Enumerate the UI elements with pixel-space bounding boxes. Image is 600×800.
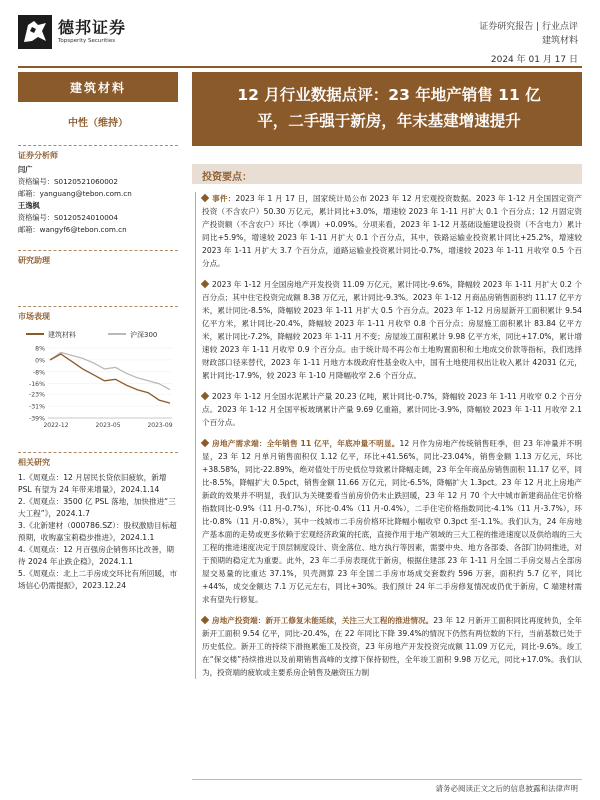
analyst-cert: 资格编号：S0120521060002	[18, 177, 118, 186]
y-tick-label: 0%	[35, 357, 45, 365]
paragraph-event: 事件：2023 年 1 月 17 日，国家统计局公布 2023 年 12 月宏观投资数据。2023 年 1-12 月全国固定资产投资（不含农户）50.30 万亿元，累计同比+3.0%，增速较 2023 年 1-11 月扩大 0.1 个百分点；12 月固定资产投资额（不含农户）环比（季调）+0.09%。分项来看，2023 年 1-12 月基础设施建设投资（不含电力）累计同比+5.9%，增速较 2023 年 1-11 月扩大 0.1 个百分点，其中，铁路运输业投资累计同比+25.2%，增速较 2023 年 1-11 月扩大 3.7 个百分点，道路运输业投资累计同比-0.7%，增速较 2023 年 1-11 月收窄 0.5 个百分点。	[202, 194, 582, 268]
analyst-email[interactable]: 邮箱：yanguang@tebon.com.cn	[18, 189, 132, 198]
company-name-cn: 德邦证券	[58, 17, 127, 37]
y-tick-label: -8%	[32, 369, 45, 377]
title-line-1: 12 月行业数据点评：23 年地产销售 11 亿	[237, 86, 541, 104]
related-item[interactable]: 3.《北新建材（000786.SZ）：股权激励目标超预期，收购嘉宝莉稳步推进》，2024.1.1	[18, 521, 177, 542]
company-name-en: Topsperity Securities	[58, 37, 116, 44]
series-line-sector	[50, 354, 170, 403]
paragraph-cement-glass: 2023 年 1-12 月全国水泥累计产量 20.23 亿吨，累计同比-0.7%，降幅较 2023 年 1-11 月收窄 0.2 个百分点。2023 年 1-12 月全国平板玻璃累计产量 9.69 亿重箱，累计同比-3.9%，降幅较 2023 年 1-11 月收窄 2.1 个百分点。	[202, 392, 582, 427]
analyst-name: 闫广	[18, 165, 33, 174]
disclaimer-footer: 请务必阅读正文之后的信息披露和法律声明	[435, 784, 578, 793]
analysts-section-label: 证券分析师	[18, 145, 178, 161]
analyst-name: 王逸枫	[18, 201, 40, 210]
report-category: 行业点评	[541, 22, 578, 32]
sector-tag: 建筑材料	[541, 36, 578, 46]
title-line-2: 平，二手强于新房，年末基建增速提升	[257, 112, 521, 130]
paragraph-demand: 房地产需求端：全年销售 11 亿平，年底冲量不明显。12 月作为房地产传统销售旺季，但 23 年冲量并不明显，23 年 12 月单月销售面积仅 1.12 亿平，环比+41.56%，同比-23.04%，销售金额 1.13 万亿元，环比+38.58%，同比-22.89%，绝对值处于历史低位导致累计降幅走阔，23 年全年商品房销售面积 11.17 亿平，同比-8.5%，降幅扩大 0.5pct，销售金额 11.66 万亿元，同比-6.5%，降幅扩大 1.3pct。23 年 12 月北上房地产新政的效果并不明显，我们认为关键要看当前房价仍未止跌回暖，23 年 12 月 70 个大中城市新建商品住宅价格指数同比-0.9%（11 月-0.7%），环比-0.4%（11 月-0.4%），二手住宅价格指数同比-4.1%（11 月-3.7%），环比-0.8%（11 月-0.8%），其中一线城市二手房价格环比降幅小幅收窄 0.3pct 至-1.1%。我们认为，24 年房地产基本面的走势或更多依赖于宏观经济政策的托底，直接作用于地产领域的三大工程的推进速度以及供给端的三大工程的推进速度决定于顶层制度设计、资金落位、地方执行等因素，需要中央、地方各部委、各部门协同推进，对于预期的稳定尤为重要。此外，23 年二手房表现优于新房，根据住建部 23 年 1-11 月全国二手房交易占全部房屋交易量的比重达 37.1%，贝壳测算 23 年全国二手房市场成交套数约 596 万套，面积约 5.7 亿平，同比+44%，成交金额达 7.1 万亿元左右，同比+30%。我们预计 24 年二手房修复情况或仍优于新房，C 端建材需求有望先行修复。	[202, 439, 582, 604]
legend-label: 建筑材料	[48, 331, 76, 339]
analyst-block	[18, 164, 178, 236]
market-performance-chart	[18, 326, 178, 436]
related-list	[18, 472, 178, 591]
analyst-cert: 资格编号：S0120524010004	[18, 213, 118, 222]
related-item[interactable]: 5.《周观点：北上二手房成交环比有所回暖，市场信心仍需提振》，2023.12.24	[18, 569, 178, 590]
related-item[interactable]: 2.《周观点：3500 亿 PSL 落地，加快推进“三大工程”》，2024.1.7	[18, 497, 176, 518]
y-tick-label: -23%	[29, 391, 45, 399]
y-tick-label: -16%	[29, 381, 45, 389]
market-section-label: 市场表现	[18, 306, 178, 322]
report-type: 证券研究报告	[479, 22, 534, 32]
analyst-email[interactable]: 邮箱：wangyf6@tebon.com.cn	[18, 225, 127, 234]
paragraph-investment: 房地产投资端：新开工修复未能延续，关注三大工程的推进情况。23 年 12 月新开工面积同比再度转负，全年新开工面积 9.54 亿平，同比-20.4%，在 22 年同比下降 39.4%的情况下仍然有两位数的下行，当前基数已处于历史低位。新开工的持续下滑拖累施工及投资，23 年房地产开发投资完成额 11.09 万亿元，同比-9.6%。竣工在“保交楼”持续推进以及前期销售高峰的支撑下保持韧性，全年竣工面积 9.98 万亿元，同比+17.0%。我们认为，投资端的疲软或主要系房企销售及融资压力制	[202, 616, 582, 677]
sidebar	[18, 72, 178, 592]
diamond-bullet-icon	[201, 616, 209, 624]
diamond-bullet-icon	[201, 439, 209, 447]
rating: 中性（维持）	[68, 118, 128, 129]
x-tick-label: 2022-12	[43, 422, 69, 429]
diamond-bullet-icon	[201, 194, 209, 202]
y-tick-label: 8%	[35, 345, 45, 353]
report-type-block: 证券研究报告 | 行业点评 建筑材料	[479, 22, 578, 46]
x-tick-label: 2023-05	[95, 422, 121, 429]
body-rule	[195, 192, 196, 679]
bull-logo-icon	[18, 15, 52, 49]
y-tick-label: -39%	[29, 415, 45, 423]
related-item[interactable]: 4.《周观点：12 月百强房企销售环比改善，期待 2024 年止跌企稳》，2024.1.1	[18, 545, 175, 566]
paragraph-real-estate-data: 2023 年 1-12 月全国房地产开发投资 11.09 万亿元，累计同比-9.6%，降幅较 2023 年 1-11 月扩大 0.2 个百分点；其中住宅投资完成额 8.38 万亿元，累计同比-9.3%。2023 年 1-12 月商品房销售面积约 11.17 亿平方米，累计同比-8.5%，降幅较 2023 年 1-11 月扩大 0.5 个百分点。2023 年 1-12 月房屋新开工面积累计 9.54 亿平方米，累计同比-20.4%，降幅较 2023 年 1-11 月收窄 0.8 个百分点；房屋施工面积累计 83.84 亿平方米，累计同比-7.2%，降幅较 2023 年 1-11 月不变；房屋竣工面积累计 9.98 亿平方米，同比+17.0%，累计增速较 2023 年 1-11 月收窄 0.9 个百分点。由于统计局不再公布土地购置面积和土地成交价款等指标，我们选择财政部口径来替代，2023 年 1-11 月地方本级政府性基金收入中，国有土地使用权出让收入累计 42031 亿元，累计同比-17.9%，较 2023 年 1-10 月降幅收窄 2.6 个百分点。	[202, 280, 582, 380]
header-divider	[18, 66, 582, 68]
related-section-label: 相关研究	[18, 452, 178, 468]
footer-divider	[192, 779, 582, 780]
assistant-section-label: 研究助理	[18, 250, 178, 266]
key-points-header: 投资要点：	[192, 164, 582, 184]
key-points-body	[192, 192, 582, 679]
legend-label: 沪深300	[130, 331, 158, 339]
company-logo	[18, 14, 166, 50]
report-title	[192, 72, 582, 146]
report-date: 2024 年 01 月 17 日	[490, 55, 578, 65]
related-item[interactable]: 1.《周观点：12 月居民长贷依旧疲软，新增 PSL 有望为 24 年带来增量》，2024.1.14	[18, 473, 167, 494]
main-content	[192, 72, 582, 687]
x-tick-label: 2023-09	[147, 422, 173, 429]
diamond-bullet-icon	[201, 280, 209, 288]
y-tick-label: -31%	[29, 403, 45, 411]
sector-box: 建筑材料	[18, 72, 178, 102]
diamond-bullet-icon	[201, 392, 209, 400]
